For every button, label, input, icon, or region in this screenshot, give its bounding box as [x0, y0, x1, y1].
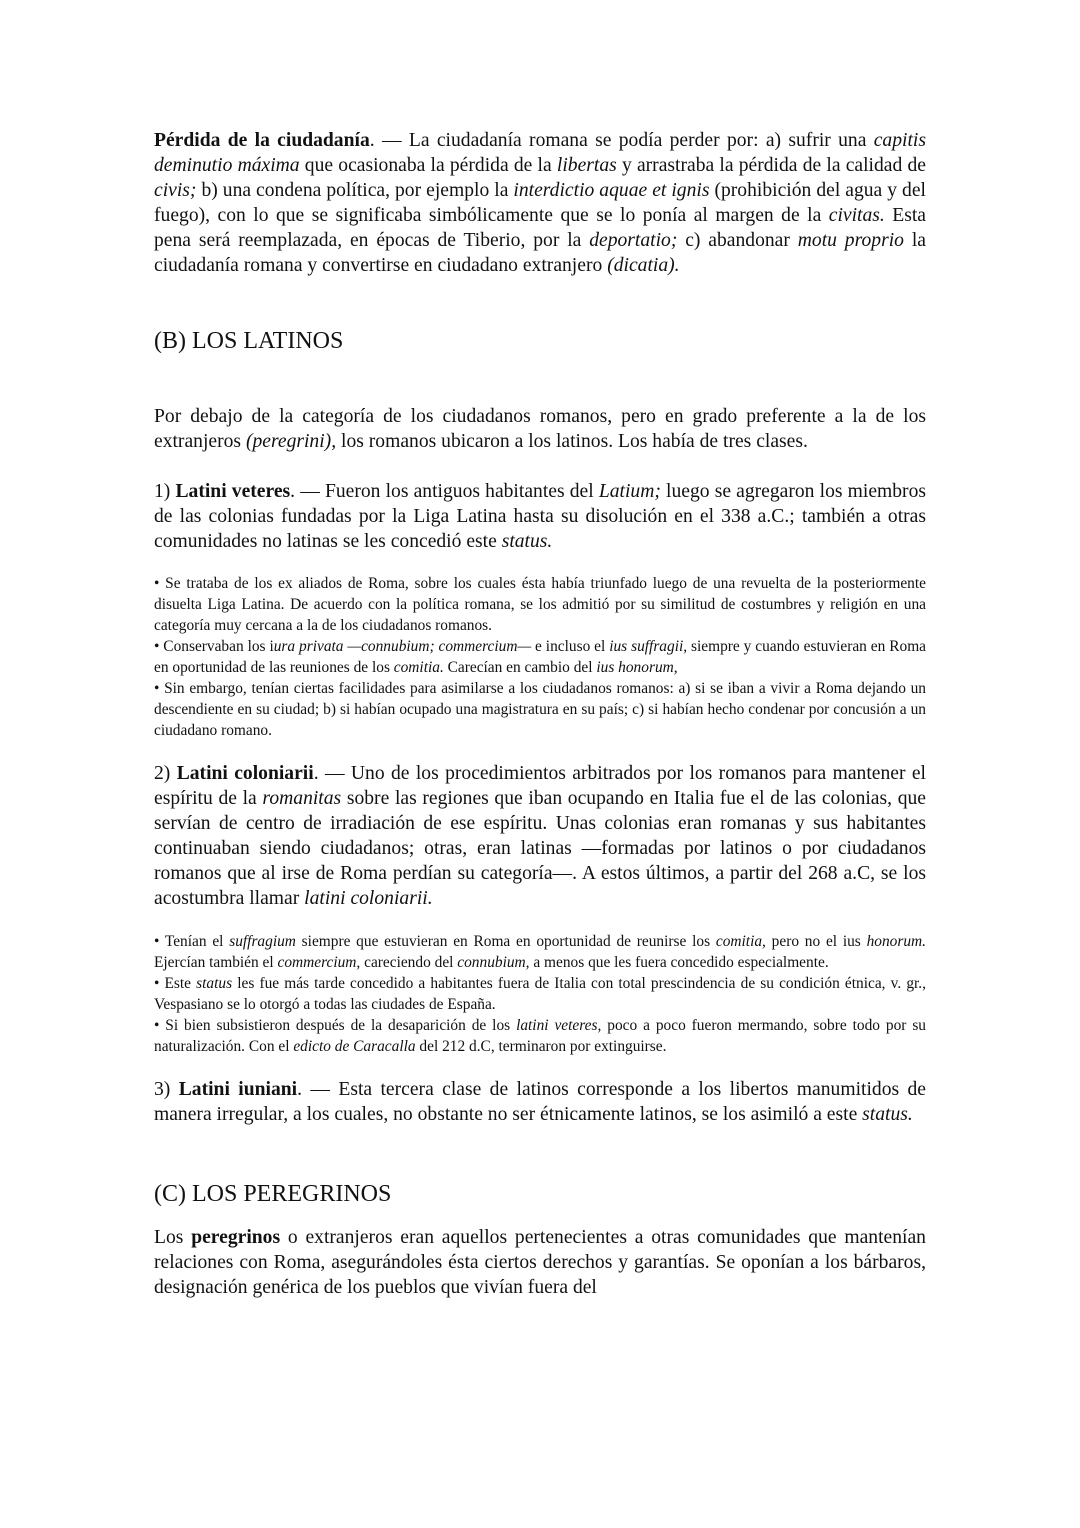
- heading-los-peregrinos: (C) LOS PEREGRINOS: [154, 1181, 392, 1207]
- notes-latini-veteres: [154, 573, 926, 741]
- term-peregrinos: peregrinos: [191, 1227, 281, 1248]
- note-item: • Tenían el suffragium siempre que estuvieran en Roma en oportunidad de reunirse los comitia, pero no el ius honorum. Ejercían también el commercium, careciendo del connubium, a menos que les fuera concedido especialmente.: [154, 933, 927, 971]
- term-perdida-ciudadania: Pérdida de la ciudadanía: [154, 130, 370, 151]
- note-item: • Sin embargo, tenían ciertas facilidades para asimilarse a los ciudadanos romanos: a) si se iban a vivir a Roma dejando un descendiente en su ciudad; b) si habían ocupado una magistratura en su país; c) si habían hecho condenar por concusión a un ciudadano romano.: [154, 680, 926, 739]
- term-latini-iuniani: Latini iuniani: [178, 1079, 298, 1100]
- term-latini-veteres: Latini veteres: [175, 481, 291, 502]
- paragraph-latini-iuniani: 3) Latini iuniani. — Esta tercera clase de latinos corresponde a los libertos manumitidos de manera irregular, a los cuales, no obstante no ser étnicamente latinos, se los asimiló a este status.: [154, 1079, 926, 1125]
- note-item: • Se trataba de los ex aliados de Roma, sobre los cuales ésta había triunfado luego de una revuelta de la posteriormente disuelta Liga Latina. De acuerdo con la política romana, se los admitió por su similitud de costumbres y religión en una categoría muy cercana a la de los ciudadanos romanos.: [154, 575, 926, 634]
- paragraph-latinos-intro: Por debajo de la categoría de los ciudadanos romanos, pero en grado preferente a la de los extranjeros (peregrini), los romanos ubicaron a los latinos. Los había de tres clases.: [154, 406, 926, 452]
- notes-latini-coloniarii: [154, 931, 926, 1057]
- note-item: • Este status les fue más tarde concedido a habitantes fuera de Italia con total prescindencia de su condición étnica, v. gr., Vespasiano se lo otorgó a todas las ciudades de España.: [154, 975, 926, 1013]
- paragraph-peregrinos: Los peregrinos o extranjeros eran aquellos pertenecientes a otras comunidades que mantenían relaciones con Roma, asegurándoles ésta ciertos derechos y garantías. Se oponían a los bárbaros, designación genérica de los pueblos que vivían fuera del: [154, 1227, 926, 1298]
- paragraph-perdida-ciudadania: Pérdida de la ciudadanía. — La ciudadanía romana se podía perder por: a) sufrir una capitis deminutio máxima que ocasionaba la pérdida de la libertas y arrastraba la pérdida de la calidad de civis; b) una condena política, por ejemplo la interdictio aquae et ignis (prohibición del agua y del fuego), con lo que se significaba simbólicamente que se lo ponía al margen de la civitas. Esta pena será reemplazada, en épocas de Tiberio, por la deportatio; c) abandonar motu proprio la ciudadanía romana y convertirse en ciudadano extranjero (dicatia).: [154, 130, 926, 276]
- paragraph-latini-veteres: 1) Latini veteres. — Fueron los antiguos habitantes del Latium; luego se agregaron los miembros de las colonias fundadas por la Liga Latina hasta su disolución en el 338 a.C.; también a otras comunidades no latinas se les concedió este status.: [154, 481, 926, 552]
- term-latini-coloniarii: Latini coloniarii: [176, 763, 314, 784]
- document-page: [154, 128, 926, 1300]
- heading-los-latinos: (B) LOS LATINOS: [154, 328, 344, 354]
- paragraph-latini-coloniarii: 2) Latini coloniarii. — Uno de los procedimientos arbitrados por los romanos para mantener el espíritu de la romanitas sobre las regiones que iban ocupando en Italia fue el de las colonias, que servían de centro de irradiación de ese espíritu. Unas colonias eran romanas y sus habitantes continuaban siendo ciudadanos; otras, eran latinas —formadas por latinos o por ciudadanos romanos que al irse de Roma perdían su categoría—. A estos últimos, a partir del 268 a.C, se los acostumbra llamar latini coloniarii.: [154, 763, 926, 909]
- note-item: • Conservaban los iura privata —connubium; commercium— e incluso el ius suffragii, siempre y cuando estuvieran en Roma en oportunidad de las reuniones de los comitia. Carecían en cambio del ius honorum,: [154, 638, 926, 676]
- note-item: • Si bien subsistieron después de la desaparición de los latini veteres, poco a poco fueron mermando, sobre todo por su naturalización. Con el edicto de Caracalla del 212 d.C, terminaron por extinguirse.: [154, 1017, 927, 1055]
